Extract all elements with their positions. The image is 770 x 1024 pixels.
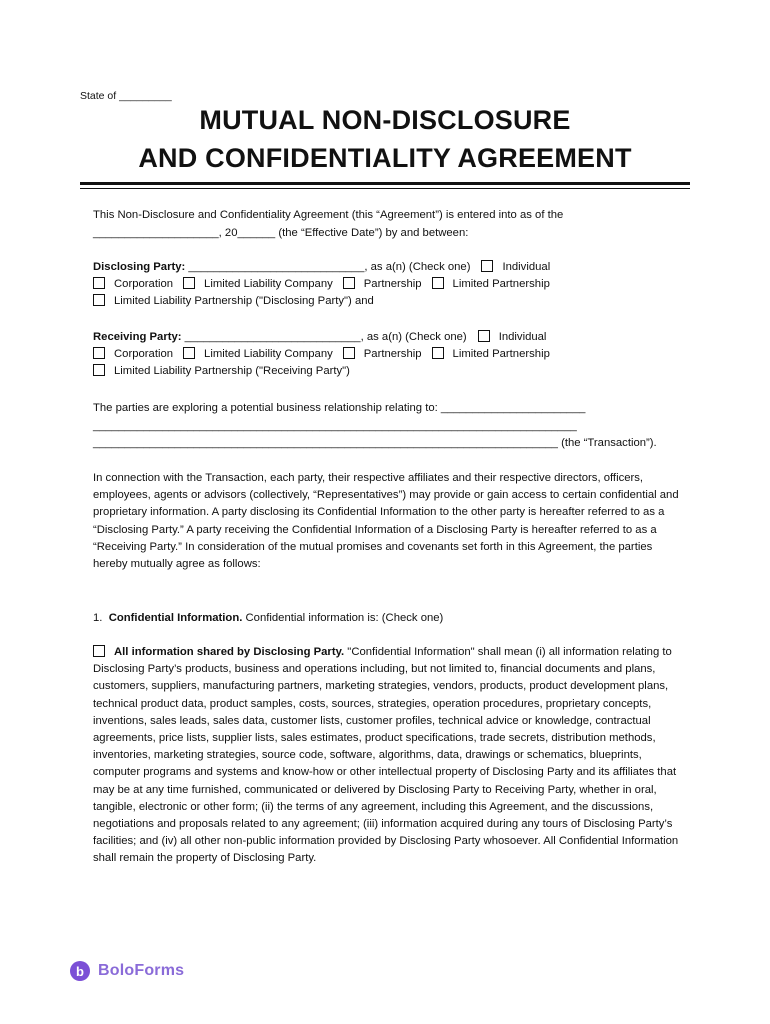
disclosing-individual-checkbox[interactable] [481, 260, 493, 272]
receiving-party-line [93, 329, 546, 346]
disclosing-llp-row [93, 293, 374, 310]
receiving-partnership-checkbox[interactable] [343, 347, 355, 359]
disclosing-llc-label: Limited Liability Company [204, 278, 333, 290]
disclosing-llp-label: Limited Liability Partnership ("Disclosing Party") and [114, 295, 374, 307]
transaction-line-2: _____________________________________________________________________________ [93, 420, 577, 432]
intro-line-1: This Non-Disclosure and Confidentiality Agreement (this “Agreement”) is entered into as of the [93, 209, 564, 221]
option-all-heading: All information shared by Disclosing Party. [114, 646, 345, 658]
title-line-2: AND CONFIDENTIALITY AGREEMENT [138, 143, 632, 173]
disclosing-llc-checkbox[interactable] [183, 277, 195, 289]
receiving-partnership-label: Partnership [363, 348, 422, 360]
disclosing-party-line [93, 259, 550, 276]
disclosing-llp-checkbox[interactable] [93, 294, 105, 306]
receiving-entity-row [93, 346, 550, 363]
intro-line-2: ____________________, 20______ (the “Effective Date”) by and between: [93, 227, 469, 239]
disclosing-party-blank: ____________________________, as a(n) (Check one) [185, 261, 471, 273]
receiving-llc-checkbox[interactable] [183, 347, 195, 359]
disclosing-lp-label: Limited Partnership [452, 278, 550, 290]
title-rule-thin [80, 188, 690, 189]
disclosing-individual-label: Individual [502, 261, 551, 273]
receiving-individual-label: Individual [498, 331, 547, 343]
receiving-party-blank: ____________________________, as a(n) (Check one) [181, 331, 467, 343]
disclosing-corporation-label: Corporation [114, 278, 174, 290]
section-1-title: Confidential Information. [108, 612, 243, 624]
receiving-individual-checkbox[interactable] [478, 330, 490, 342]
disclosing-lp-checkbox[interactable] [432, 277, 444, 289]
receiving-llc-label: Limited Liability Company [204, 348, 333, 360]
receiving-llp-checkbox[interactable] [93, 364, 105, 376]
title-rule-thick [80, 182, 690, 185]
disclosing-party-label: Disclosing Party: [93, 261, 186, 273]
boloforms-logo [70, 961, 184, 981]
section-1-heading [93, 610, 443, 627]
option-all-checkbox[interactable] [93, 645, 105, 657]
option-all-information [93, 644, 683, 868]
receiving-lp-checkbox[interactable] [432, 347, 444, 359]
receiving-llp-row [93, 363, 350, 380]
disclosing-entity-row [93, 276, 550, 293]
receiving-llp-label: Limited Liability Partnership ("Receiving Party") [114, 365, 350, 377]
section-1-text: Confidential information is: (Check one) [242, 612, 444, 624]
boloforms-logo-icon: b [70, 961, 90, 981]
transaction-line-1: The parties are exploring a potential business relationship relating to: _______________________ [93, 402, 586, 414]
section-1-number: 1. [93, 612, 103, 624]
receiving-lp-label: Limited Partnership [452, 348, 550, 360]
disclosing-partnership-checkbox[interactable] [343, 277, 355, 289]
receiving-party-label: Receiving Party: [93, 331, 182, 343]
option-all-text: "Confidential Information" shall mean (i) all information relating to Disclosing Party’s products, business and operations including, but not limited to, financial documents and plans, customers, suppliers, manufacturing partners, marketing strategies, vendors, products, product development plans, technical product data, product samples, costs, sources, strategies, operation procedures, proprietary concepts, inventions, sales leads, sales data, customer lists, customer profiles, technical advice or knowledge, contractual agreements, price lists, supplier lists, sales estimates, product specifications, trade secrets, distribution methods, inventories, marketing strategies, source code, software, algorithms, data, drawings or schematics, blueprints, computer programs and systems and know-how or other intellectual property of Disclosing Party and its affiliates that may be at any time furnished, communicated or delivered by Disclosing Party to Receiving Party, whether in oral, tangible, electronic or other form; (ii) the terms of any agreement, including this Agreement, and the discussions, negotiations and proposals related to any agreement; (iii) information acquired during any tours of Disclosing Party’s facilities; and (iv) all other non-public information provided by Disclosing Party whosoever. All Confidential Information shall remain the property of Disclosing Party. [93, 646, 679, 865]
state-line: State of _________ [80, 90, 172, 102]
disclosing-corporation-checkbox[interactable] [93, 277, 105, 289]
disclosing-partnership-label: Partnership [363, 278, 422, 290]
title-line-1: MUTUAL NON-DISCLOSURE [199, 105, 571, 135]
transaction-line-3: __________________________________________________________________________ (the “Transaction”). [93, 437, 657, 449]
boloforms-logo-text: BoloForms [98, 962, 185, 979]
receiving-corporation-label: Corporation [114, 348, 174, 360]
connection-paragraph: In connection with the Transaction, each party, their respective affiliates and their respective directors, officers, employees, agents or advisors (collectively, “Representatives”) may provide or gain access to certain confidential and proprietary information. A party disclosing its Confidential Information to the other party is hereafter referred to as a “Disclosing Party.” A party receiving the Confidential Information of a Disclosing Party is hereafter referred to as a “Receiving Party.” In consideration of the mutual promises and covenants set forth in this Agreement, the parties hereby mutually agree as follows: [93, 472, 679, 571]
receiving-corporation-checkbox[interactable] [93, 347, 105, 359]
